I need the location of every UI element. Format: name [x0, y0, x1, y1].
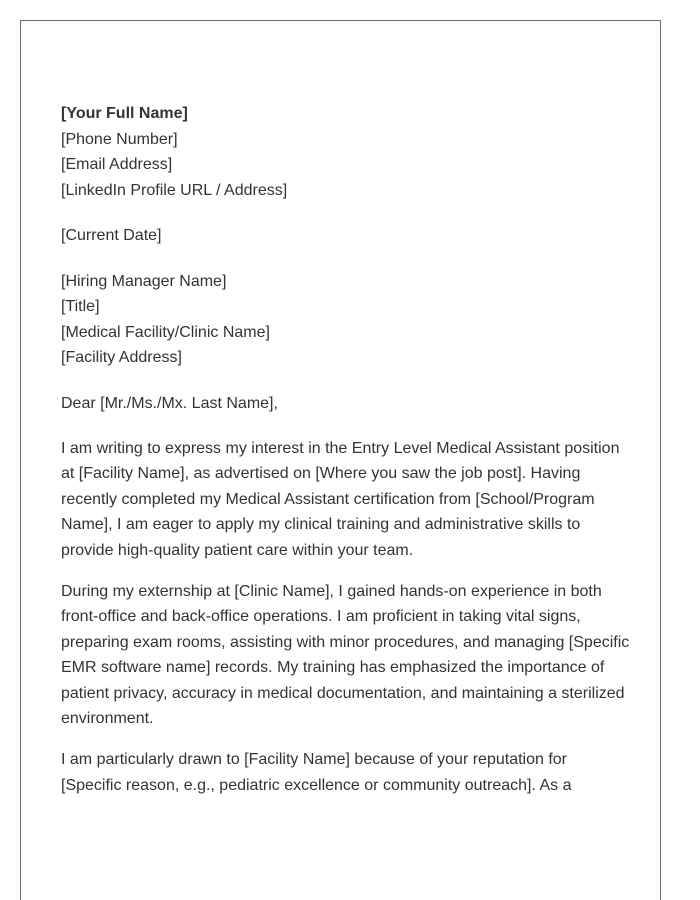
salutation: Dear [Mr./Ms./Mx. Last Name], — [61, 394, 278, 412]
recipient-name: [Hiring Manager Name] — [61, 272, 227, 290]
sender-email: [Email Address] — [61, 156, 173, 173]
sender-name: [Your Full Name] — [61, 105, 188, 122]
sender-phone: [Phone Number] — [61, 130, 178, 148]
recipient-address: [Facility Address] — [61, 349, 182, 366]
recipient-block — [61, 269, 631, 371]
recipient-facility: [Medical Facility/Clinic Name] — [61, 323, 270, 341]
letter-body — [61, 101, 631, 814]
sender-block — [61, 101, 631, 203]
paragraph-3: I am particularly drawn to [Facility Name] because of your reputation for [Specific reason, e.g., pediatric excellence or community outreach]. As a — [61, 751, 572, 794]
sender-linkedin: [LinkedIn Profile URL / Address] — [61, 181, 288, 199]
salutation-block — [61, 391, 631, 417]
recipient-title: [Title] — [61, 298, 100, 315]
paragraph-2: During my externship at [Clinic Name], I gained hands-on experience in both front-office and back-office operations. I am proficient in taking vital signs, preparing exam rooms, assisting with minor procedures, and managing [Specific EMR software name] records. My training has emphasized the importance of patient privacy, accuracy in medical documentation, and maintaining a sterilized environment. — [61, 583, 630, 728]
letter-date: [Current Date] — [61, 227, 162, 244]
date-block — [61, 223, 631, 249]
paragraph-1: I am writing to express my interest in the Entry Level Medical Assistant position at [Facility Name], as advertised on [Where you saw the job post]. Having recently completed my Medical Assistant certification from [School/Program Name], I am eager to apply my clinical training and administrative skills to provide high-quality patient care within your team. — [61, 440, 620, 559]
letter-page — [20, 20, 661, 900]
